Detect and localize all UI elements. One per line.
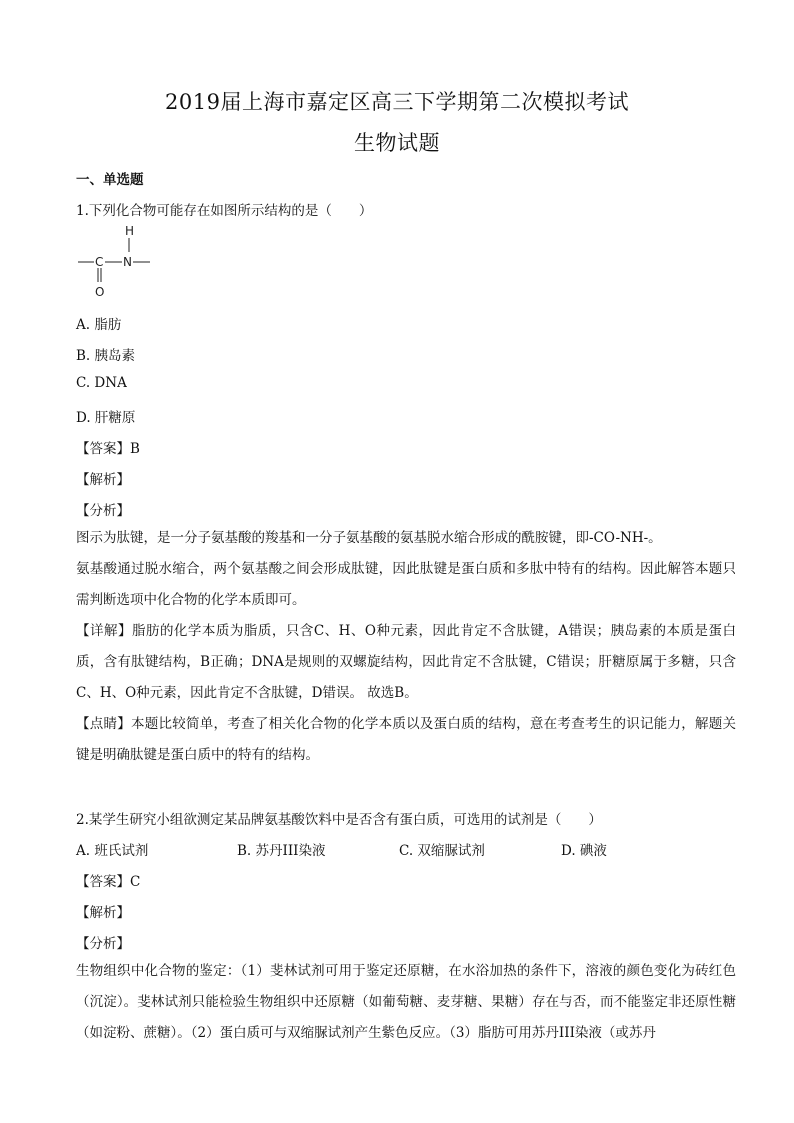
atom-o-label: O: [95, 285, 105, 299]
section-heading: 一、单选题: [76, 172, 144, 188]
document-subtitle: 生物试题: [354, 131, 440, 155]
analysis-2-paragraph: 生物组织中化合物的鉴定：（1）斐林试剂可用于鉴定还原糖，在水浴加热的条件下，溶液的颜色变化为砖红色（沉淀）。斐林试剂只能检验生物组织中还原糖（如葡萄糖、麦芽糖、果糖）存在与否，而不能鉴定非还原性糖（如淀粉、蔗糖）。（2）蛋白质可与双缩脲试剂产生紫色反应。（3）脂肪可用苏丹III染液（或苏丹: [76, 963, 736, 1041]
option-d: D. 碘液: [561, 843, 607, 859]
question-2-stem: 2.某学生研究小组欲测定某品牌氨基酸饮料中是否含有蛋白质，可选用的试剂是（ ）: [76, 812, 602, 828]
option-c: C. 双缩脲试剂: [399, 843, 485, 859]
analysis-1-paragraph-2: 氨基酸通过脱水缩合，两个氨基酸之间会形成肽键，因此肽键是蛋白质和多肽中特有的结构。因此解答本题只需判断选项中化合物的化学本质即可。: [76, 561, 736, 608]
option-b: B. 苏丹III染液: [237, 843, 326, 859]
analysis-1-paragraph-1: 图示为肽键，是一分子氨基酸的羧基和一分子氨基酸的氨基脱水缩合形成的酰胺键，即-CO-NH-。: [76, 530, 662, 546]
explanation-label-2: 【解析】: [76, 905, 130, 921]
option-d: D. 肝糖原: [76, 410, 136, 426]
document-title: 2019届上海市嘉定区高三下学期第二次模拟考试: [165, 90, 629, 114]
atom-c-label: C: [95, 255, 104, 269]
explanation-label-1: 【解析】: [76, 472, 130, 488]
option-a: A. 脂肪: [76, 317, 122, 333]
option-c: C. DNA: [76, 375, 127, 391]
peptide-bond-structure-figure: [76, 222, 156, 302]
tip-1-paragraph: 【点睛】本题比较简单，考查了相关化合物的化学本质以及蛋白质的结构，意在考查考生的识记能力，解题关键是明确肽键是蛋白质中的特有的结构。: [76, 716, 736, 763]
atom-h-label: H: [125, 224, 135, 238]
question-1-stem: 1.下列化合物可能存在如图所示结构的是（ ）: [76, 203, 373, 219]
option-a: A. 班氏试剂: [76, 843, 149, 859]
analysis-label-2: 【分析】: [76, 936, 130, 952]
analysis-label-1: 【分析】: [76, 503, 130, 519]
detail-1-paragraph: 【详解】脂肪的化学本质为脂质，只含C、H、O种元素，因此肯定不含肽键，A错误；胰岛素的本质是蛋白质，含有肽键结构，B正确；DNA是规则的双螺旋结构，因此肯定不含肽键，C错误；肝糖原属于多糖，只含C、H、O种元素，因此肯定不含肽键，D错误。 故选B。: [76, 623, 736, 701]
answer-1: 【答案】B: [76, 441, 140, 457]
answer-2: 【答案】C: [76, 874, 141, 890]
option-b: B. 胰岛素: [76, 348, 136, 364]
atom-n-label: N: [123, 255, 132, 269]
